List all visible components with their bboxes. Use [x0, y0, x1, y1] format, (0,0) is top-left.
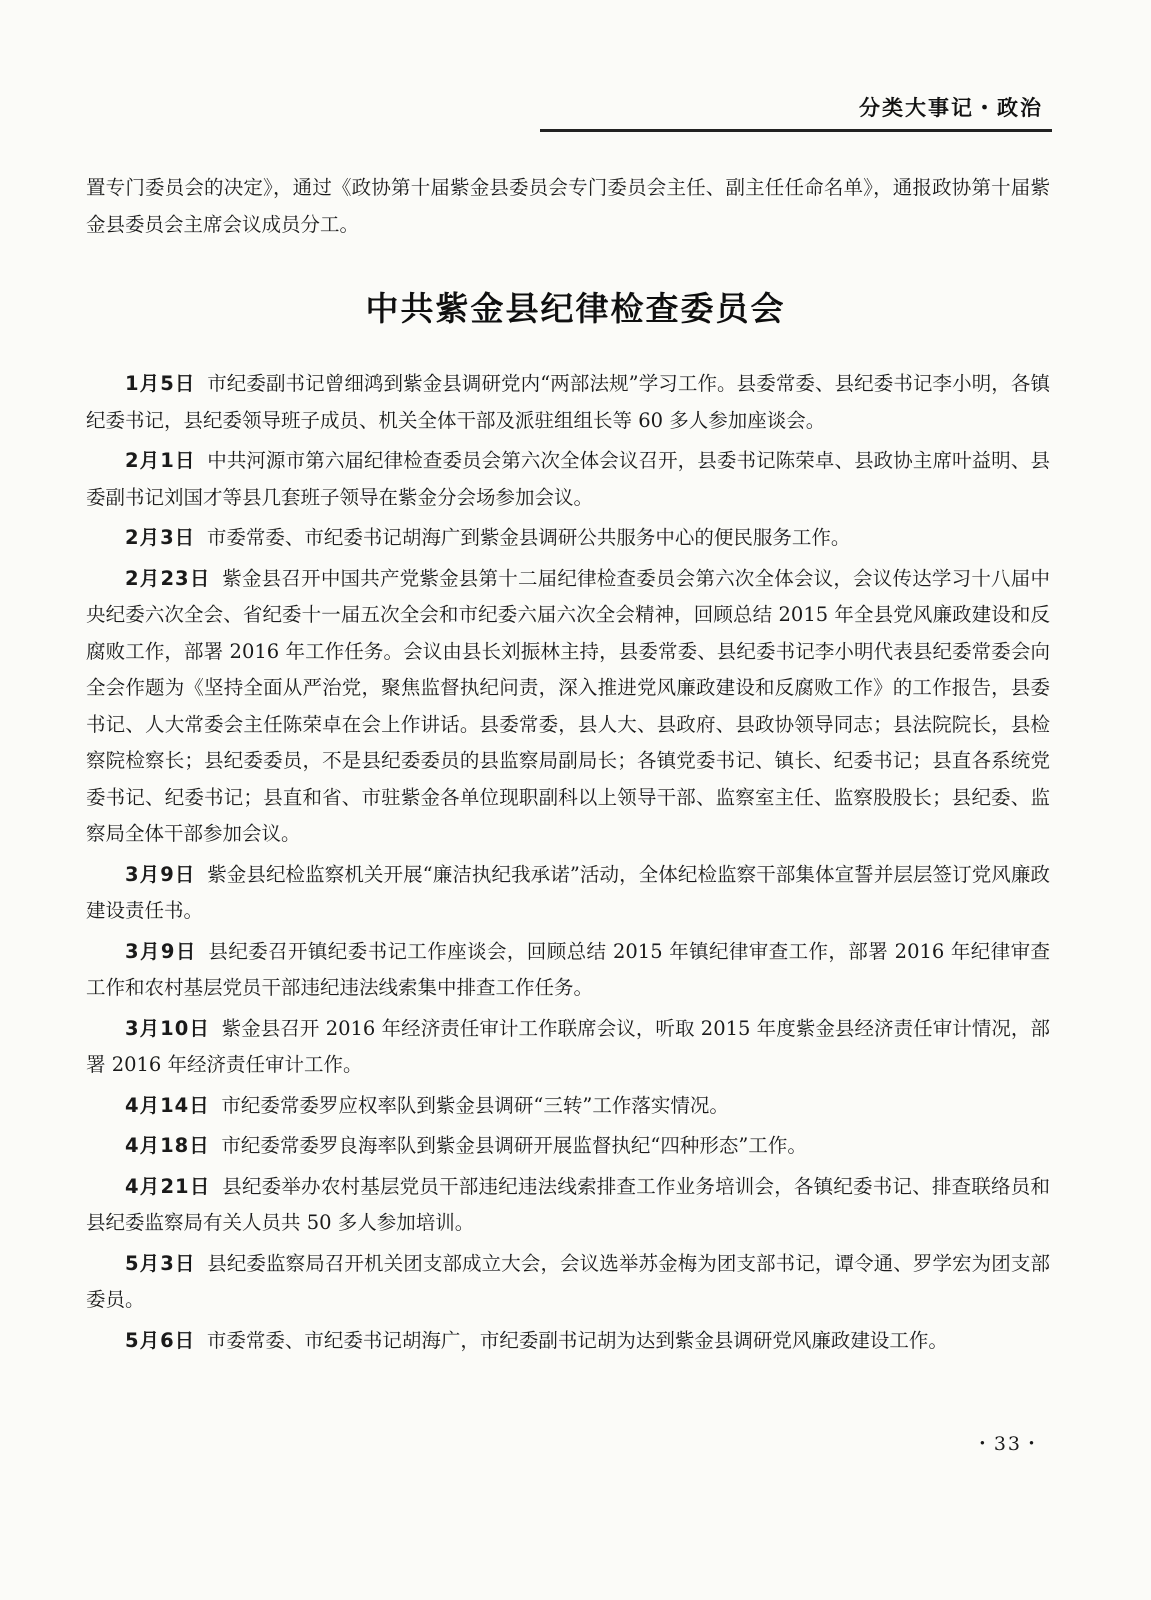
- chronicle-entry: [86, 1323, 1050, 1360]
- continued-paragraph-text: 置专门委员会的决定》，通过《政协第十届紫金县委员会专门委员会主任、副主任任命名单》，通报政协第十届紫金县委员会主席会议成员分工。: [86, 176, 1050, 236]
- entry-text: 市纪委常委罗应权率队到紫金县调研“三转”工作落实情况。: [221, 1093, 729, 1117]
- entry-date: 3月9日: [125, 862, 196, 886]
- chronicle-entries: [86, 366, 1050, 1363]
- chronicle-entry: [86, 1246, 1050, 1319]
- entry-text: 紫金县召开 2016 年经济责任审计工作联席会议，听取 2015 年度紫金县经济责任审计情况，部署 2016 年经济责任审计工作。: [86, 1016, 1050, 1076]
- entry-text: 紫金县召开中国共产党紫金县第十二届纪律检查委员会第六次全体会议，会议传达学习十八届中央纪委六次全会、省纪委十一届五次全会和市纪委六届六次全会精神，回顾总结 2015 年全县党风廉政建设和反腐败工作，部署 2016 年工作任务。会议由县长刘振林主持，县委常委、县纪委书记李小明代表县纪委常委会向全会作题为《坚持全面从严治党，聚焦监督执纪问责，深入推进党风廉政建设和反腐败工作》的工作报告，县委书记、人大常委会主任陈荣卓在会上作讲话。县委常委，县人大、县政府、县政协领导同志；县法院院长，县检察院检察长；县纪委委员，不是县纪委委员的县监察局副局长；各镇党委书记、镇长、纪委书记；县直各系统党委书记、纪委书记；县直和省、市驻紫金各单位现职副科以上领导干部、监察室主任、监察股股长；县纪委、监察局全体干部参加会议。: [86, 566, 1050, 845]
- entry-date: 2月3日: [125, 526, 196, 549]
- entry-date: 2月1日: [125, 449, 196, 472]
- entry-date: 3月10日: [125, 1016, 210, 1040]
- chronicle-entry: [86, 366, 1050, 439]
- entry-date: 4月21日: [125, 1174, 211, 1198]
- chronicle-entry: [86, 520, 1050, 557]
- entry-date: 4月14日: [125, 1093, 210, 1117]
- entry-date: 5月6日: [125, 1328, 196, 1352]
- entry-text: 县纪委监察局召开机关团支部成立大会，会议选举苏金梅为团支部书记，谭令通、罗学宏为团支部委员。: [86, 1251, 1050, 1311]
- chronicle-entry: [86, 1088, 1050, 1125]
- entry-date: 4月18日: [125, 1134, 210, 1157]
- entry-text: 市纪委副书记曾细鸿到紫金县调研党内“两部法规”学习工作。县委常委、县纪委书记李小明，各镇纪委书记，县纪委领导班子成员、机关全体干部及派驻组组长等 60 多人参加座谈会。: [86, 372, 1050, 432]
- entry-text: 中共河源市第六届纪律检查委员会第六次全体会议召开，县委书记陈荣卓、县政协主席叶益明、县委副书记刘国才等县几套班子领导在紫金分会场参加会议。: [86, 449, 1050, 509]
- section-title: 中共紫金县纪律检查委员会: [365, 289, 786, 328]
- chronicle-entry: [86, 561, 1050, 853]
- entry-date: 1月5日: [125, 372, 196, 395]
- entry-text: 市纪委常委罗良海率队到紫金县调研开展监督执纪“四种形态”工作。: [221, 1134, 807, 1157]
- entry-text: 紫金县纪检监察机关开展“廉洁执纪我承诺”活动，全体纪检监察干部集体宣誓并层层签订党风廉政建设责任书。: [86, 862, 1050, 922]
- entry-text: 县纪委举办农村基层党员干部违纪违法线索排查工作业务培训会，各镇纪委书记、排查联络员和县纪委监察局有关人员共 50 多人参加培训。: [86, 1174, 1050, 1234]
- entry-text: 县纪委召开镇纪委书记工作座谈会，回顾总结 2015 年镇纪律审查工作，部署 2016 年纪律审查工作和农村基层党员干部违纪违法线索集中排查工作任务。: [86, 939, 1051, 999]
- entry-text: 市委常委、市纪委书记胡海广，市纪委副书记胡为达到紫金县调研党风廉政建设工作。: [206, 1328, 948, 1352]
- page-number: ・33・: [972, 1433, 1043, 1455]
- running-head: 分类大事记・政治: [859, 96, 1043, 120]
- continued-paragraph: [86, 170, 1050, 243]
- entry-date: 2月23日: [125, 566, 211, 590]
- chronicle-entry: [86, 857, 1050, 930]
- chronicle-entry: [86, 1169, 1050, 1242]
- entry-date: 5月3日: [125, 1251, 196, 1275]
- entry-text: 市委常委、市纪委书记胡海广到紫金县调研公共服务中心的便民服务工作。: [206, 526, 851, 549]
- entry-date: 3月9日: [125, 939, 197, 963]
- chronicle-entry: [86, 1128, 1050, 1165]
- chronicle-entry: [86, 1011, 1050, 1084]
- chronicle-entry: [86, 443, 1050, 516]
- header-rule: [540, 129, 1052, 132]
- chronicle-entry: [86, 934, 1050, 1007]
